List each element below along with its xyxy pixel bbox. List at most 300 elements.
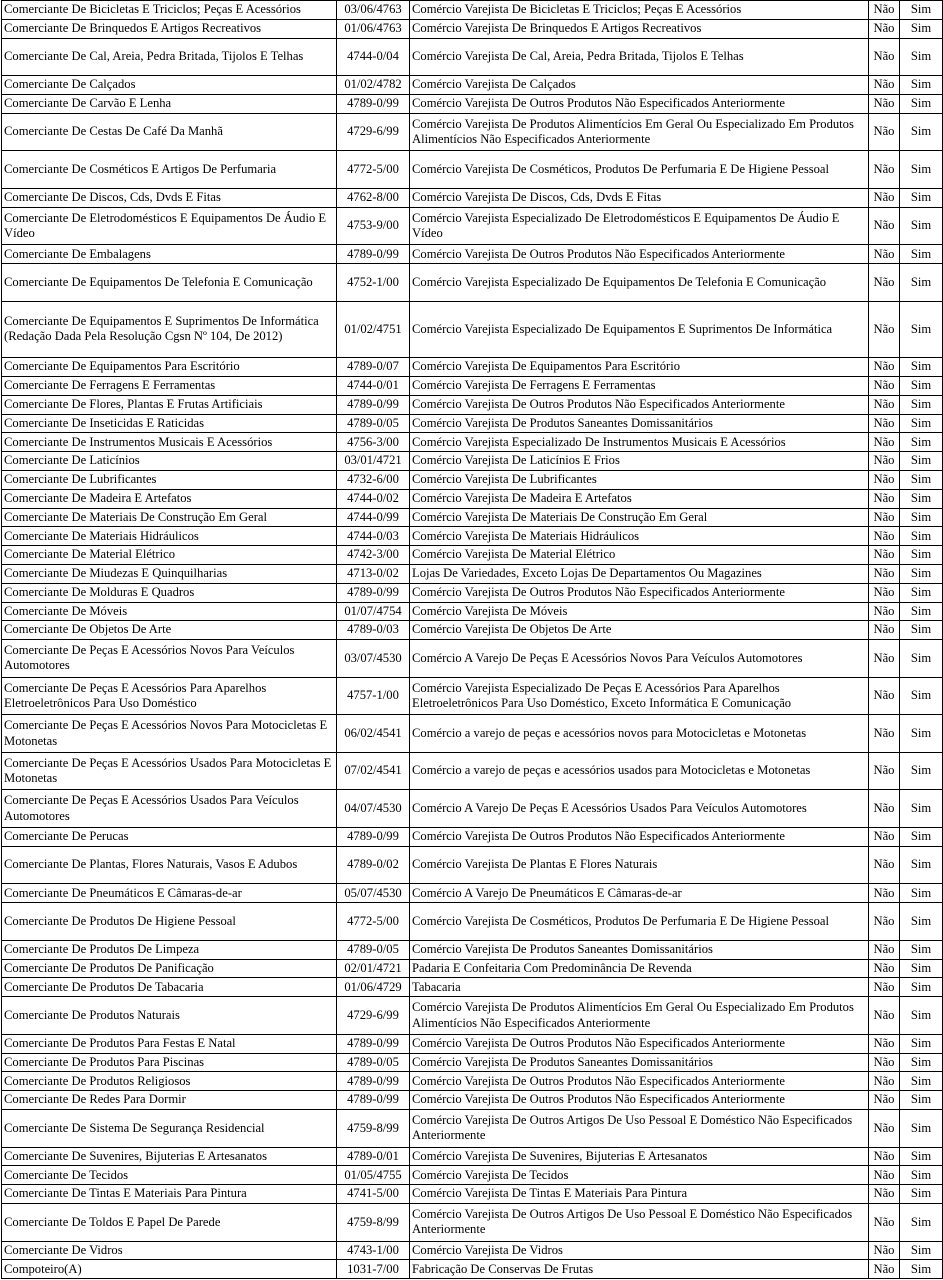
table-row — [2, 1241, 943, 1260]
occupation-cell: Comerciante De Eletrodomésticos E Equipamentos De Áudio E Vídeo — [2, 207, 337, 245]
code-cell: 01/06/4729 — [337, 978, 410, 997]
flag-nao-cell: Não — [869, 1241, 900, 1260]
flag-nao-cell: Não — [869, 151, 900, 189]
description-cell: Comércio A Varejo De Peças E Acessórios Usados Para Veículos Automotores — [410, 790, 869, 828]
flag-sim-cell: Sim — [900, 207, 943, 245]
flag-sim-cell: Sim — [900, 76, 943, 95]
flag-sim-cell: Sim — [900, 1241, 943, 1260]
code-cell: 4743-1/00 — [337, 1241, 410, 1260]
description-cell: Comércio Varejista De Calçados — [410, 76, 869, 95]
occupation-cell: Comerciante De Tintas E Materiais Para Pintura — [2, 1185, 337, 1204]
flag-sim-cell: Sim — [900, 433, 943, 452]
table-row — [2, 1, 943, 20]
occupation-cell: Comerciante De Peças E Acessórios Usados Para Motocicletas E Motonetas — [2, 752, 337, 790]
flag-nao-cell: Não — [869, 828, 900, 847]
table-row — [2, 1185, 943, 1204]
description-cell: Comércio Varejista De Outros Produtos Não Especificados Anteriormente — [410, 583, 869, 602]
occupation-cell: Comerciante De Equipamentos Para Escritório — [2, 358, 337, 377]
code-cell: 4789-0/03 — [337, 621, 410, 640]
occupation-cell: Comerciante De Carvão E Lenha — [2, 94, 337, 113]
description-cell: Comércio Varejista De Outros Produtos Não Especificados Anteriormente — [410, 245, 869, 264]
table-row — [2, 1260, 943, 1279]
flag-sim-cell: Sim — [900, 846, 943, 884]
flag-sim-cell: Sim — [900, 414, 943, 433]
occupation-cell: Comerciante De Peças E Acessórios Usados Para Veículos Automotores — [2, 790, 337, 828]
occupation-cell: Comerciante De Suvenires, Bijuterias E Artesanatos — [2, 1147, 337, 1166]
description-cell: Comércio a varejo de peças e acessórios novos para Motocicletas e Motonetas — [410, 715, 869, 753]
table-row — [2, 1147, 943, 1166]
table-row — [2, 151, 943, 189]
flag-nao-cell: Não — [869, 884, 900, 903]
description-cell: Comércio Varejista De Tecidos — [410, 1166, 869, 1185]
flag-nao-cell: Não — [869, 546, 900, 565]
flag-sim-cell: Sim — [900, 188, 943, 207]
description-cell: Comércio Varejista De Bicicletas E Triciclos; Peças E Acessórios — [410, 1, 869, 20]
code-cell: 4713-0/02 — [337, 564, 410, 583]
table-row — [2, 1110, 943, 1148]
code-cell: 4789-0/99 — [337, 245, 410, 264]
occupation-cell: Comerciante De Cosméticos E Artigos De Perfumaria — [2, 151, 337, 189]
occupation-cell: Comerciante De Instrumentos Musicais E Acessórios — [2, 433, 337, 452]
flag-nao-cell: Não — [869, 640, 900, 678]
table-row — [2, 978, 943, 997]
table-row — [2, 188, 943, 207]
table-row — [2, 640, 943, 678]
flag-nao-cell: Não — [869, 790, 900, 828]
description-cell: Comércio Varejista De Discos, Cds, Dvds E Fitas — [410, 188, 869, 207]
occupation-cell: Comerciante De Laticínios — [2, 452, 337, 471]
code-cell: 4789-0/02 — [337, 846, 410, 884]
code-cell: 4744-0/99 — [337, 508, 410, 527]
flag-sim-cell: Sim — [900, 677, 943, 715]
occupation-cell: Comerciante De Produtos Naturais — [2, 997, 337, 1035]
description-cell: Comércio Varejista Especializado De Equipamentos De Telefonia E Comunicação — [410, 264, 869, 302]
occupation-cell: Comerciante De Miudezas E Quinquilharias — [2, 564, 337, 583]
flag-nao-cell: Não — [869, 1204, 900, 1242]
description-cell: Comércio Varejista De Outros Produtos Não Especificados Anteriormente — [410, 395, 869, 414]
flag-nao-cell: Não — [869, 489, 900, 508]
table-row — [2, 94, 943, 113]
flag-sim-cell: Sim — [900, 452, 943, 471]
flag-sim-cell: Sim — [900, 1166, 943, 1185]
occupation-cell: Comerciante De Molduras E Quadros — [2, 583, 337, 602]
table-row — [2, 301, 943, 357]
flag-nao-cell: Não — [869, 959, 900, 978]
occupation-cell: Comerciante De Tecidos — [2, 1166, 337, 1185]
flag-sim-cell: Sim — [900, 1204, 943, 1242]
occupation-cell: Comerciante De Toldos E Papel De Parede — [2, 1204, 337, 1242]
code-cell: 4732-6/00 — [337, 470, 410, 489]
description-cell: Comércio Varejista De Madeira E Artefatos — [410, 489, 869, 508]
description-cell: Comércio Varejista De Produtos Alimentícios Em Geral Ou Especializado Em Produtos Alimentícios Não Especificados Anteriormente — [410, 113, 869, 151]
occupation-cell: Comerciante De Vidros — [2, 1241, 337, 1260]
flag-nao-cell: Não — [869, 358, 900, 377]
occupation-cell: Comerciante De Redes Para Dormir — [2, 1091, 337, 1110]
code-cell: 4744-0/02 — [337, 489, 410, 508]
description-cell: Comércio Varejista Especializado De Peças E Acessórios Para Aparelhos Eletroeletrônicos Para Uso Doméstico, Exceto Informática E Comunicação — [410, 677, 869, 715]
occupation-cell: Comerciante De Flores, Plantas E Frutas Artificiais — [2, 395, 337, 414]
description-cell: Comércio Varejista De Lubrificantes — [410, 470, 869, 489]
table-row — [2, 207, 943, 245]
flag-sim-cell: Sim — [900, 564, 943, 583]
flag-nao-cell: Não — [869, 301, 900, 357]
flag-sim-cell: Sim — [900, 1185, 943, 1204]
flag-sim-cell: Sim — [900, 997, 943, 1035]
flag-sim-cell: Sim — [900, 151, 943, 189]
code-cell: 01/06/4763 — [337, 19, 410, 38]
occupation-cell: Comerciante De Sistema De Segurança Residencial — [2, 1110, 337, 1148]
code-cell: 03/01/4721 — [337, 452, 410, 471]
table-row — [2, 1204, 943, 1242]
occupation-cell: Comerciante De Objetos De Arte — [2, 621, 337, 640]
flag-sim-cell: Sim — [900, 1034, 943, 1053]
occupation-cell: Comerciante De Madeira E Artefatos — [2, 489, 337, 508]
flag-nao-cell: Não — [869, 452, 900, 471]
flag-sim-cell: Sim — [900, 903, 943, 941]
table-row — [2, 113, 943, 151]
table-row — [2, 527, 943, 546]
description-cell: Comércio Varejista De Brinquedos E Artigos Recreativos — [410, 19, 869, 38]
flag-sim-cell: Sim — [900, 884, 943, 903]
flag-nao-cell: Não — [869, 978, 900, 997]
flag-nao-cell: Não — [869, 583, 900, 602]
code-cell: 01/02/4782 — [337, 76, 410, 95]
occupation-cell: Comerciante De Bicicletas E Triciclos; Peças E Acessórios — [2, 1, 337, 20]
flag-sim-cell: Sim — [900, 640, 943, 678]
flag-nao-cell: Não — [869, 940, 900, 959]
occupation-cell: Comerciante De Material Elétrico — [2, 546, 337, 565]
description-cell: Comércio Varejista De Outros Artigos De Uso Pessoal E Doméstico Não Especificados Anteriormente — [410, 1110, 869, 1148]
table-row — [2, 38, 943, 76]
table-body — [2, 1, 943, 1279]
table-row — [2, 1091, 943, 1110]
flag-nao-cell: Não — [869, 1053, 900, 1072]
table-row — [2, 997, 943, 1035]
description-cell: Comércio Varejista De Material Elétrico — [410, 546, 869, 565]
occupation-cell: Comerciante De Embalagens — [2, 245, 337, 264]
occupation-cell: Comerciante De Produtos Para Festas E Natal — [2, 1034, 337, 1053]
flag-sim-cell: Sim — [900, 245, 943, 264]
occupation-cell: Comerciante De Produtos De Limpeza — [2, 940, 337, 959]
table-row — [2, 790, 943, 828]
occupation-cell: Comerciante De Equipamentos De Telefonia E Comunicação — [2, 264, 337, 302]
flag-sim-cell: Sim — [900, 1147, 943, 1166]
description-cell: Comércio Varejista De Equipamentos Para Escritório — [410, 358, 869, 377]
code-cell: 06/02/4541 — [337, 715, 410, 753]
code-cell: 4772-5/00 — [337, 903, 410, 941]
flag-nao-cell: Não — [869, 1072, 900, 1091]
description-cell: Comércio Varejista De Suvenires, Bijuterias E Artesanatos — [410, 1147, 869, 1166]
code-cell: 4753-9/00 — [337, 207, 410, 245]
table-row — [2, 828, 943, 847]
table-row — [2, 489, 943, 508]
flag-sim-cell: Sim — [900, 546, 943, 565]
table-row — [2, 19, 943, 38]
table-row — [2, 884, 943, 903]
code-cell: 4789-0/99 — [337, 1034, 410, 1053]
flag-nao-cell: Não — [869, 395, 900, 414]
flag-nao-cell: Não — [869, 527, 900, 546]
flag-sim-cell: Sim — [900, 264, 943, 302]
code-cell: 4759-8/99 — [337, 1204, 410, 1242]
code-cell: 03/07/4530 — [337, 640, 410, 678]
occupation-cell: Comerciante De Produtos Religiosos — [2, 1072, 337, 1091]
occupation-cell: Compoteiro(A) — [2, 1260, 337, 1279]
flag-sim-cell: Sim — [900, 1, 943, 20]
flag-nao-cell: Não — [869, 846, 900, 884]
table-row — [2, 376, 943, 395]
occupation-cell: Comerciante De Produtos Para Piscinas — [2, 1053, 337, 1072]
code-cell: 4742-3/00 — [337, 546, 410, 565]
description-cell: Comércio Varejista De Materiais De Construção Em Geral — [410, 508, 869, 527]
table-row — [2, 1053, 943, 1072]
flag-sim-cell: Sim — [900, 38, 943, 76]
flag-nao-cell: Não — [869, 470, 900, 489]
table-row — [2, 564, 943, 583]
code-cell: 4789-0/99 — [337, 94, 410, 113]
description-cell: Comércio Varejista Especializado De Instrumentos Musicais E Acessórios — [410, 433, 869, 452]
occupation-cell: Comerciante De Produtos De Panificação — [2, 959, 337, 978]
code-cell: 4752-1/00 — [337, 264, 410, 302]
description-cell: Comércio Varejista De Produtos Alimentícios Em Geral Ou Especializado Em Produtos Alimentícios Não Especificados Anteriormente — [410, 997, 869, 1035]
table-row — [2, 940, 943, 959]
flag-nao-cell: Não — [869, 376, 900, 395]
code-cell: 4789-0/99 — [337, 1072, 410, 1091]
flag-nao-cell: Não — [869, 1147, 900, 1166]
flag-nao-cell: Não — [869, 752, 900, 790]
description-cell: Comércio Varejista Especializado De Equipamentos E Suprimentos De Informática — [410, 301, 869, 357]
flag-nao-cell: Não — [869, 1185, 900, 1204]
flag-nao-cell: Não — [869, 677, 900, 715]
flag-sim-cell: Sim — [900, 621, 943, 640]
flag-sim-cell: Sim — [900, 113, 943, 151]
table-row — [2, 583, 943, 602]
flag-sim-cell: Sim — [900, 790, 943, 828]
code-cell: 4789-0/07 — [337, 358, 410, 377]
table-row — [2, 677, 943, 715]
description-cell: Comércio Varejista De Cal, Areia, Pedra Britada, Tijolos E Telhas — [410, 38, 869, 76]
occupation-cell: Comerciante De Ferragens E Ferramentas — [2, 376, 337, 395]
occupation-cell: Comerciante De Equipamentos E Suprimentos De Informática (Redação Dada Pela Resolução Cgsn Nº 104, De 2012) — [2, 301, 337, 357]
code-cell: 03/06/4763 — [337, 1, 410, 20]
occupation-cell: Comerciante De Produtos De Tabacaria — [2, 978, 337, 997]
occupation-cell: Comerciante De Peças E Acessórios Novos Para Motocicletas E Motonetas — [2, 715, 337, 753]
flag-sim-cell: Sim — [900, 583, 943, 602]
flag-nao-cell: Não — [869, 564, 900, 583]
code-cell: 02/01/4721 — [337, 959, 410, 978]
description-cell: Comércio Varejista De Outros Produtos Não Especificados Anteriormente — [410, 94, 869, 113]
flag-nao-cell: Não — [869, 76, 900, 95]
flag-nao-cell: Não — [869, 414, 900, 433]
flag-nao-cell: Não — [869, 621, 900, 640]
table-row — [2, 621, 943, 640]
flag-nao-cell: Não — [869, 1, 900, 20]
flag-nao-cell: Não — [869, 433, 900, 452]
code-cell: 4744-0/03 — [337, 527, 410, 546]
occupation-cell: Comerciante De Plantas, Flores Naturais, Vasos E Adubos — [2, 846, 337, 884]
flag-nao-cell: Não — [869, 1091, 900, 1110]
occupation-cell: Comerciante De Calçados — [2, 76, 337, 95]
table-row — [2, 602, 943, 621]
flag-nao-cell: Não — [869, 1166, 900, 1185]
occupation-cell: Comerciante De Lubrificantes — [2, 470, 337, 489]
flag-sim-cell: Sim — [900, 1110, 943, 1148]
flag-nao-cell: Não — [869, 997, 900, 1035]
occupation-cell: Comerciante De Inseticidas E Raticidas — [2, 414, 337, 433]
flag-sim-cell: Sim — [900, 470, 943, 489]
description-cell: Padaria E Confeitaria Com Predominância De Revenda — [410, 959, 869, 978]
flag-sim-cell: Sim — [900, 978, 943, 997]
description-cell: Lojas De Variedades, Exceto Lojas De Departamentos Ou Magazines — [410, 564, 869, 583]
flag-nao-cell: Não — [869, 903, 900, 941]
description-cell: Comércio Varejista De Ferragens E Ferramentas — [410, 376, 869, 395]
description-cell: Comércio Varejista De Outros Produtos Não Especificados Anteriormente — [410, 1034, 869, 1053]
table-row — [2, 452, 943, 471]
flag-sim-cell: Sim — [900, 940, 943, 959]
table-row — [2, 264, 943, 302]
table-row — [2, 903, 943, 941]
table-row — [2, 1072, 943, 1091]
flag-nao-cell: Não — [869, 715, 900, 753]
code-cell: 1031-7/00 — [337, 1260, 410, 1279]
occupation-cell: Comerciante De Materiais De Construção Em Geral — [2, 508, 337, 527]
flag-nao-cell: Não — [869, 1110, 900, 1148]
flag-sim-cell: Sim — [900, 301, 943, 357]
description-cell: Comércio Varejista De Produtos Saneantes Domissanitários — [410, 1053, 869, 1072]
flag-sim-cell: Sim — [900, 395, 943, 414]
description-cell: Tabacaria — [410, 978, 869, 997]
description-cell: Comércio Varejista Especializado De Eletrodomésticos E Equipamentos De Áudio E Vídeo — [410, 207, 869, 245]
flag-sim-cell: Sim — [900, 527, 943, 546]
table-row — [2, 245, 943, 264]
description-cell: Comércio Varejista De Objetos De Arte — [410, 621, 869, 640]
flag-sim-cell: Sim — [900, 1072, 943, 1091]
code-cell: 4729-6/99 — [337, 113, 410, 151]
flag-nao-cell: Não — [869, 245, 900, 264]
code-cell: 4772-5/00 — [337, 151, 410, 189]
code-cell: 4744-0/04 — [337, 38, 410, 76]
code-cell: 4762-8/00 — [337, 188, 410, 207]
flag-sim-cell: Sim — [900, 94, 943, 113]
description-cell: Comércio Varejista De Cosméticos, Produtos De Perfumaria E De Higiene Pessoal — [410, 151, 869, 189]
flag-nao-cell: Não — [869, 19, 900, 38]
description-cell: Comércio Varejista De Tintas E Materiais Para Pintura — [410, 1185, 869, 1204]
code-cell: 4789-0/05 — [337, 940, 410, 959]
description-cell: Comércio A Varejo De Peças E Acessórios Novos Para Veículos Automotores — [410, 640, 869, 678]
table-row — [2, 846, 943, 884]
code-cell: 01/02/4751 — [337, 301, 410, 357]
flag-nao-cell: Não — [869, 94, 900, 113]
description-cell: Comércio Varejista De Produtos Saneantes Domissanitários — [410, 414, 869, 433]
flag-sim-cell: Sim — [900, 1260, 943, 1279]
code-cell: 4789-0/01 — [337, 1147, 410, 1166]
occupation-cell: Comerciante De Peças E Acessórios Novos Para Veículos Automotores — [2, 640, 337, 678]
table-row — [2, 433, 943, 452]
description-cell: Comércio Varejista De Laticínios E Frios — [410, 452, 869, 471]
description-cell: Comércio Varejista De Móveis — [410, 602, 869, 621]
code-cell: 05/07/4530 — [337, 884, 410, 903]
code-cell: 01/05/4755 — [337, 1166, 410, 1185]
flag-sim-cell: Sim — [900, 1053, 943, 1072]
code-cell: 4789-0/99 — [337, 1091, 410, 1110]
description-cell: Comércio Varejista De Plantas E Flores Naturais — [410, 846, 869, 884]
flag-sim-cell: Sim — [900, 752, 943, 790]
table-row — [2, 1034, 943, 1053]
code-cell: 4789-0/05 — [337, 1053, 410, 1072]
table-row — [2, 470, 943, 489]
code-cell: 4744-0/01 — [337, 376, 410, 395]
occupation-cell: Comerciante De Cal, Areia, Pedra Britada, Tijolos E Telhas — [2, 38, 337, 76]
table-row — [2, 752, 943, 790]
flag-nao-cell: Não — [869, 1260, 900, 1279]
description-cell: Comércio Varejista De Outros Produtos Não Especificados Anteriormente — [410, 1091, 869, 1110]
table-row — [2, 508, 943, 527]
code-cell: 4789-0/05 — [337, 414, 410, 433]
flag-sim-cell: Sim — [900, 959, 943, 978]
occupation-cell: Comerciante De Discos, Cds, Dvds E Fitas — [2, 188, 337, 207]
description-cell: Comércio Varejista De Cosméticos, Produtos De Perfumaria E De Higiene Pessoal — [410, 903, 869, 941]
code-cell: 07/02/4541 — [337, 752, 410, 790]
description-cell: Comércio Varejista De Produtos Saneantes Domissanitários — [410, 940, 869, 959]
flag-nao-cell: Não — [869, 264, 900, 302]
description-cell: Fabricação De Conservas De Frutas — [410, 1260, 869, 1279]
occupation-cell: Comerciante De Móveis — [2, 602, 337, 621]
flag-sim-cell: Sim — [900, 508, 943, 527]
flag-nao-cell: Não — [869, 188, 900, 207]
description-cell: Comércio Varejista De Outros Produtos Não Especificados Anteriormente — [410, 1072, 869, 1091]
table-row — [2, 395, 943, 414]
flag-nao-cell: Não — [869, 113, 900, 151]
table-row — [2, 358, 943, 377]
occupation-cell: Comerciante De Perucas — [2, 828, 337, 847]
table-row — [2, 414, 943, 433]
code-cell: 4789-0/99 — [337, 583, 410, 602]
flag-nao-cell: Não — [869, 508, 900, 527]
description-cell: Comércio Varejista De Outros Artigos De Uso Pessoal E Doméstico Não Especificados Anteriormente — [410, 1204, 869, 1242]
code-cell: 4741-5/00 — [337, 1185, 410, 1204]
occupation-cell: Comerciante De Cestas De Café Da Manhã — [2, 113, 337, 151]
code-cell: 04/07/4530 — [337, 790, 410, 828]
code-cell: 4789-0/99 — [337, 395, 410, 414]
code-cell: 4757-1/00 — [337, 677, 410, 715]
table-row — [2, 959, 943, 978]
occupation-cell: Comerciante De Pneumáticos E Câmaras-de-ar — [2, 884, 337, 903]
occupation-cell: Comerciante De Materiais Hidráulicos — [2, 527, 337, 546]
occupation-cell: Comerciante De Peças E Acessórios Para Aparelhos Eletroeletrônicos Para Uso Doméstico — [2, 677, 337, 715]
flag-sim-cell: Sim — [900, 715, 943, 753]
flag-sim-cell: Sim — [900, 1091, 943, 1110]
activities-table — [1, 0, 943, 1279]
occupation-cell: Comerciante De Produtos De Higiene Pessoal — [2, 903, 337, 941]
flag-nao-cell: Não — [869, 38, 900, 76]
flag-nao-cell: Não — [869, 207, 900, 245]
flag-sim-cell: Sim — [900, 358, 943, 377]
description-cell: Comércio Varejista De Outros Produtos Não Especificados Anteriormente — [410, 828, 869, 847]
code-cell: 4759-8/99 — [337, 1110, 410, 1148]
code-cell: 4729-6/99 — [337, 997, 410, 1035]
flag-sim-cell: Sim — [900, 19, 943, 38]
description-cell: Comércio a varejo de peças e acessórios usados para Motocicletas e Motonetas — [410, 752, 869, 790]
description-cell: Comércio A Varejo De Pneumáticos E Câmaras-de-ar — [410, 884, 869, 903]
flag-sim-cell: Sim — [900, 376, 943, 395]
table-row — [2, 76, 943, 95]
flag-sim-cell: Sim — [900, 828, 943, 847]
table-row — [2, 1166, 943, 1185]
table-row — [2, 546, 943, 565]
code-cell: 4789-0/99 — [337, 828, 410, 847]
description-cell: Comércio Varejista De Materiais Hidráulicos — [410, 527, 869, 546]
code-cell: 4756-3/00 — [337, 433, 410, 452]
